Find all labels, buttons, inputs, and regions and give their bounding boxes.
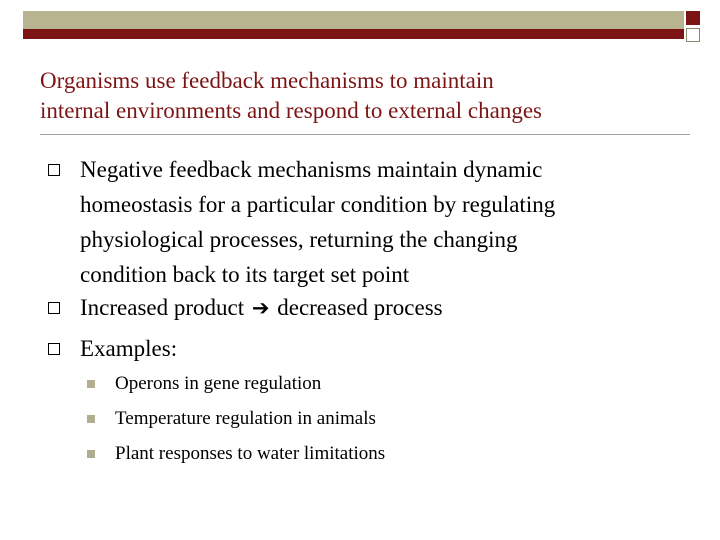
sub-item-temperature: Temperature regulation in animals	[115, 408, 376, 429]
hollow-square-bullet-icon	[48, 164, 60, 176]
hollow-square-bullet-icon	[48, 302, 60, 314]
sub-item-plant-responses: Plant responses to water limitations	[115, 443, 386, 464]
bullet-item-negative-feedback	[80, 152, 555, 292]
filled-square-bullet-icon	[87, 450, 95, 458]
bullet-1-line-4: condition back to its target set point	[80, 262, 410, 287]
filled-square-bullet-icon	[87, 415, 95, 423]
corner-square-filled-icon	[686, 11, 700, 25]
slide-title-line-2: internal environments and respond to external changes	[40, 98, 543, 123]
sub-item-operons: Operons in gene regulation	[115, 373, 322, 394]
bullet-1-line-1: Negative feedback mechanisms maintain dynamic	[80, 157, 543, 182]
title-divider	[40, 134, 690, 135]
bullet-item-increased-product	[80, 290, 443, 326]
header-band-olive	[23, 11, 684, 29]
bullet-item-examples	[80, 331, 177, 366]
bullet-2-after: decreased process	[277, 295, 443, 320]
header-band-maroon	[23, 29, 684, 39]
corner-square-outline-icon	[686, 28, 700, 42]
bullet-3-text: Examples:	[80, 336, 178, 361]
bullet-1-line-2: homeostasis for a particular condition by regulating	[80, 192, 556, 217]
hollow-square-bullet-icon	[48, 343, 60, 355]
bullet-1-line-3: physiological processes, returning the changing	[80, 227, 518, 252]
filled-square-bullet-icon	[87, 380, 95, 388]
bullet-2-before: Increased product	[80, 295, 245, 320]
right-arrow-icon: ➔	[251, 296, 270, 320]
slide-title	[40, 66, 690, 126]
slide-title-line-1: Organisms use feedback mechanisms to maintain	[40, 68, 494, 93]
